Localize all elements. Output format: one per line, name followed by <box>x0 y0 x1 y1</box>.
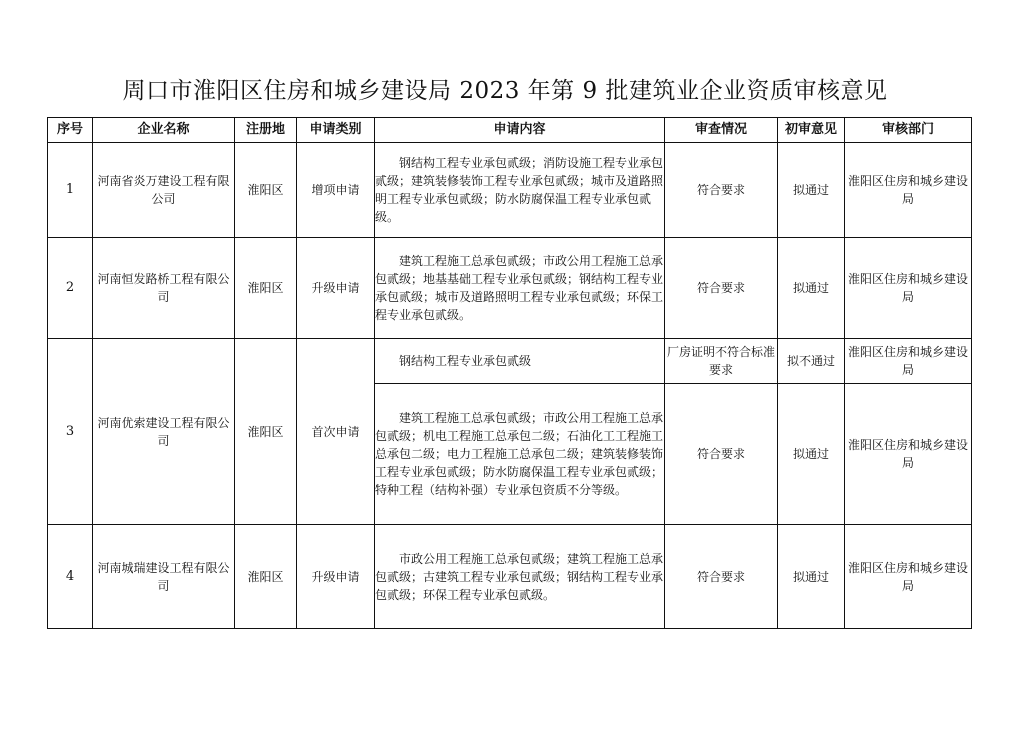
application-category: 增项申请 <box>297 143 375 238</box>
registration-location: 淮阳区 <box>235 238 297 339</box>
application-category: 升级申请 <box>297 525 375 629</box>
review-department: 淮阳区住房和城乡建设局 <box>845 238 972 339</box>
review-department: 淮阳区住房和城乡建设局 <box>845 339 972 384</box>
application-category: 首次申请 <box>297 339 375 525</box>
header-cell: 审查情况 <box>665 118 778 143</box>
review-status: 符合要求 <box>665 238 778 339</box>
initial-opinion: 拟通过 <box>778 238 845 339</box>
header-cell: 序号 <box>48 118 93 143</box>
application-content: 市政公用工程施工总承包贰级；建筑工程施工总承包贰级；古建筑工程专业承包贰级；钢结构工程专业承包贰级；环保工程专业承包贰级。 <box>375 525 665 629</box>
header-cell: 申请内容 <box>375 118 665 143</box>
header-cell: 申请类别 <box>297 118 375 143</box>
registration-location: 淮阳区 <box>235 525 297 629</box>
registration-location: 淮阳区 <box>235 339 297 525</box>
review-table <box>47 117 972 629</box>
row-number: 4 <box>48 525 93 629</box>
application-content: 建筑工程施工总承包贰级；市政公用工程施工总承包贰级；地基基础工程专业承包贰级；钢结构工程专业承包贰级；城市及道路照明工程专业承包贰级；环保工程专业承包贰级。 <box>375 238 665 339</box>
row-number: 3 <box>48 339 93 525</box>
company-name: 河南恒发路桥工程有限公司 <box>93 238 235 339</box>
registration-location: 淮阳区 <box>235 143 297 238</box>
review-department: 淮阳区住房和城乡建设局 <box>845 525 972 629</box>
review-status: 符合要求 <box>665 525 778 629</box>
application-content: 钢结构工程专业承包贰级；消防设施工程专业承包贰级；建筑装修装饰工程专业承包贰级；城市及道路照明工程专业承包贰级；防水防腐保温工程专业承包贰级。 <box>375 143 665 238</box>
company-name: 河南优索建设工程有限公司 <box>93 339 235 525</box>
initial-opinion: 拟通过 <box>778 143 845 238</box>
company-name: 河南城瑞建设工程有限公司 <box>93 525 235 629</box>
header-cell: 初审意见 <box>778 118 845 143</box>
application-content: 建筑工程施工总承包贰级；市政公用工程施工总承包贰级；机电工程施工总承包二级；石油化工工程施工总承包二级；电力工程施工总承包二级；建筑装修装饰工程专业承包贰级；防水防腐保温工程专业承包贰级；特种工程（结构补强）专业承包资质不分等级。 <box>375 384 665 525</box>
application-content: 钢结构工程专业承包贰级 <box>375 339 665 384</box>
initial-opinion: 拟不通过 <box>778 339 845 384</box>
header-row <box>48 118 972 143</box>
row-number: 2 <box>48 238 93 339</box>
initial-opinion: 拟通过 <box>778 384 845 525</box>
header-cell: 注册地 <box>235 118 297 143</box>
table-row <box>48 339 972 384</box>
review-status: 符合要求 <box>665 384 778 525</box>
review-department: 淮阳区住房和城乡建设局 <box>845 384 972 525</box>
table-row <box>48 238 972 339</box>
document-title: 周口市淮阳区住房和城乡建设局 2023 年第 9 批建筑业企业资质审核意见 <box>122 78 888 104</box>
initial-opinion: 拟通过 <box>778 525 845 629</box>
header-cell: 审核部门 <box>845 118 972 143</box>
table-row <box>48 525 972 629</box>
application-category: 升级申请 <box>297 238 375 339</box>
table-row <box>48 143 972 238</box>
review-status: 厂房证明不符合标准要求 <box>665 339 778 384</box>
review-department: 淮阳区住房和城乡建设局 <box>845 143 972 238</box>
company-name: 河南省炎万建设工程有限公司 <box>93 143 235 238</box>
header-cell: 企业名称 <box>93 118 235 143</box>
review-status: 符合要求 <box>665 143 778 238</box>
row-number: 1 <box>48 143 93 238</box>
